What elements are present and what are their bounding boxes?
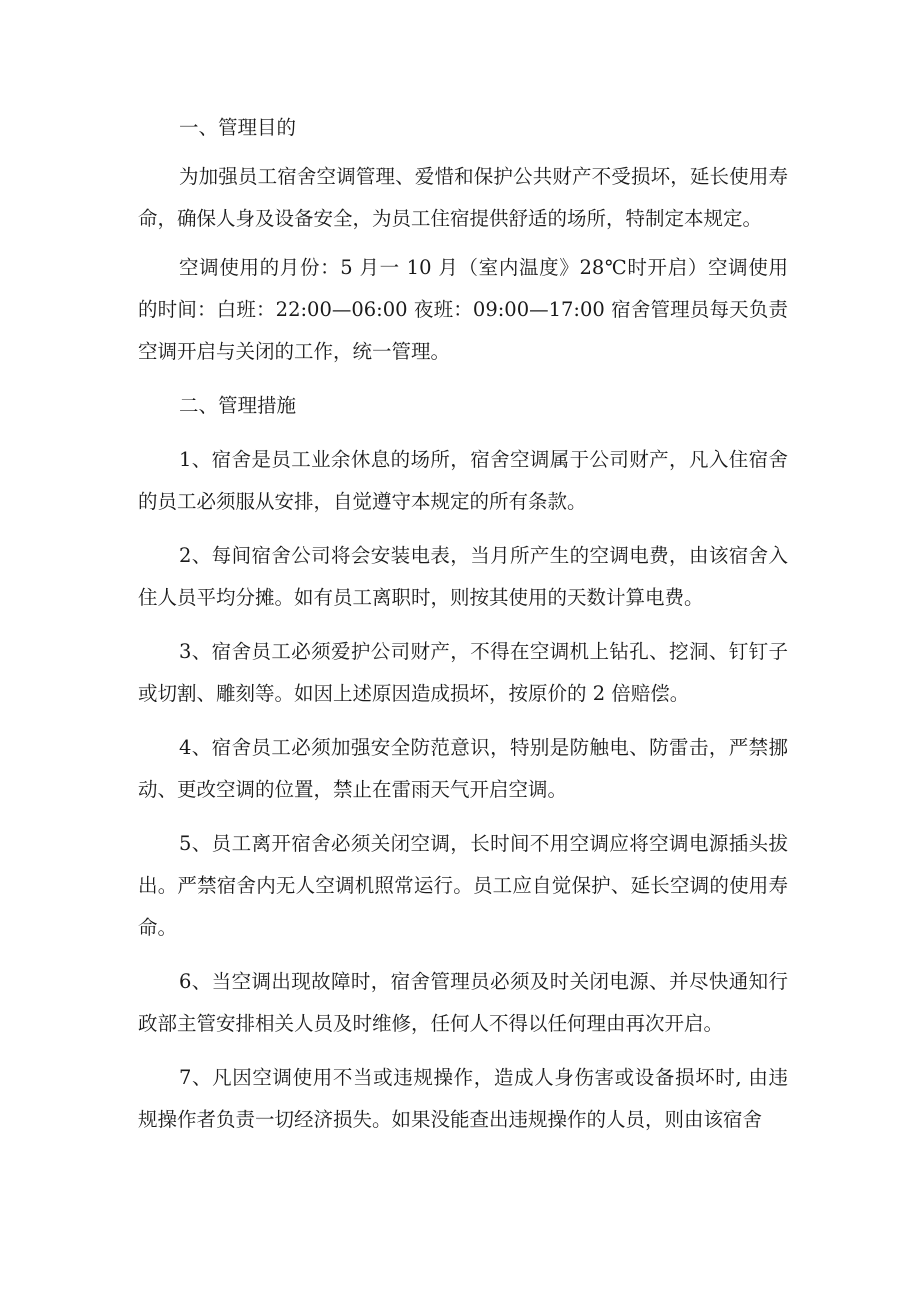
measure-item-6: 6、当空调出现故障时，宿舍管理员必须及时关闭电源、并尽快通知行政部主管安排相关人员及时维修，任何人不得以任何理由再次开启。 <box>138 970 788 1035</box>
measure-item-7: 7、凡因空调使用不当或违规操作，造成人身伤害或设备损坏时, 由违规操作者负责一切经济损失。如果没能查出违规操作的人员，则由该宿舍 <box>138 1066 788 1131</box>
paragraph-purpose: 为加强员工宿舍空调管理、爱惜和保护公共财产不受损坏，延长使用寿命，确保人身及设备安全，为员工住宿提供舒适的场所，特制定本规定。 <box>138 165 788 230</box>
measure-item-4: 4、宿舍员工必须加强安全防范意识，特别是防触电、防雷击，严禁挪动、更改空调的位置，禁止在雷雨天气开启空调。 <box>138 736 788 801</box>
section-heading-purpose: 一、管理目的 <box>179 116 297 139</box>
measure-item-3: 3、宿舍员工必须爱护公司财产，不得在空调机上钻孔、挖洞、钉钉子或切割、雕刻等。如因上述原因造成损坏，按原价的 2 倍赔偿。 <box>138 640 788 705</box>
measure-item-2: 2、每间宿舍公司将会安装电表，当月所产生的空调电费，由该宿舍入住人员平均分摊。如有员工离职时，则按其使用的天数计算电费。 <box>138 544 788 609</box>
section-heading-measures: 二、管理措施 <box>179 394 297 417</box>
measure-item-1: 1、宿舍是员工业余休息的场所，宿舍空调属于公司财产，凡入住宿舍的员工必须服从安排，自觉遵守本规定的所有条款。 <box>138 448 788 513</box>
document-body <box>138 107 788 1141</box>
measure-item-5: 5、员工离开宿舍必须关闭空调，长时间不用空调应将空调电源插头拔出。严禁宿舍内无人空调机照常运行。员工应自觉保护、延长空调的使用寿命。 <box>138 832 788 939</box>
paragraph-usage-schedule: 空调使用的月份：5 月一 10 月（室内温度》28℃时开启）空调使用的时间：白班：22:00—06:00 夜班：09:00—17:00 宿舍管理员每天负责空调开启与关闭的工作，统一管理。 <box>138 256 788 363</box>
